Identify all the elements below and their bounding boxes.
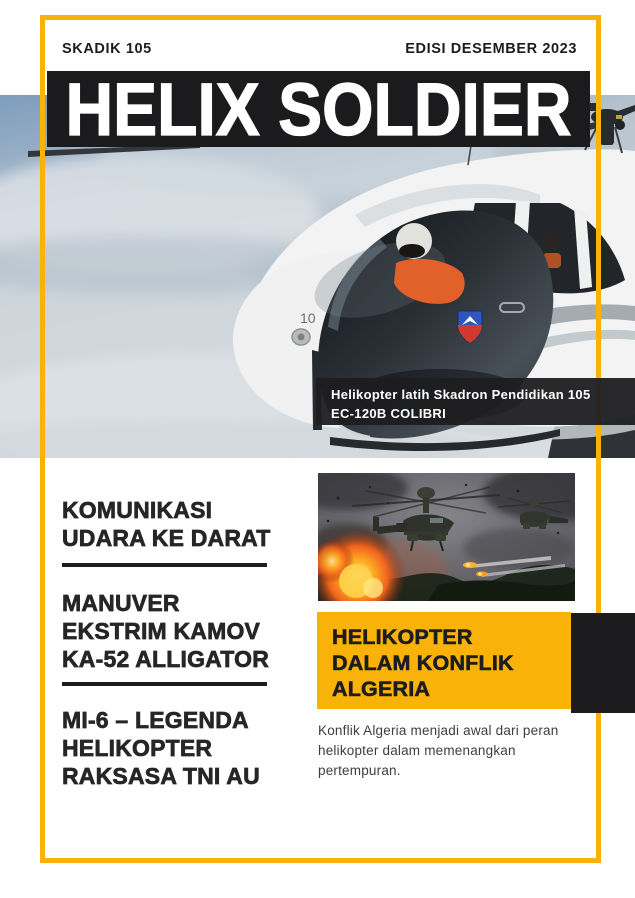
title-banner: [47, 71, 590, 147]
feature-title-box: [317, 612, 571, 709]
headline-komunikasi: [62, 496, 292, 552]
frame-right: [596, 15, 601, 863]
masthead-kicker-row: [62, 41, 577, 57]
headline-line: HELIKOPTER: [62, 735, 213, 761]
headline-divider-2: [62, 682, 267, 686]
frame-left: [40, 15, 45, 863]
caption-line-2: EC-120B COLIBRI: [331, 406, 447, 421]
frame-top: [40, 15, 601, 20]
feature-title-line: HELIKOPTER: [332, 625, 473, 649]
edition-label: EDISI DESEMBER 2023: [405, 41, 577, 57]
frame-bottom: [40, 858, 601, 863]
headline-line: KOMUNIKASI: [62, 497, 213, 523]
feature-title-line: DALAM KONFLIK: [332, 651, 514, 675]
feature-title-line: ALGERIA: [332, 677, 431, 701]
feature-offset-square: [571, 613, 635, 713]
headline-line: MANUVER: [62, 590, 180, 616]
headline-line: KA-52 ALLIGATOR: [62, 646, 270, 672]
headline-kamov: [62, 589, 292, 673]
feature-photo-apache: [318, 473, 575, 601]
headline-line: RAKSASA TNI AU: [62, 763, 260, 789]
headline-divider-1: [62, 563, 267, 567]
feature-body-text: Konflik Algeria menjadi awal dari peran helikopter dalam memenangkan pertempuran.: [318, 723, 559, 778]
headline-line: EKSTRIM KAMOV: [62, 618, 261, 644]
photo-caption: [316, 378, 635, 425]
headline-line: MI-6 – LEGENDA: [62, 707, 249, 733]
caption-line-1: Helikopter latih Skadron Pendidikan 105: [331, 387, 591, 402]
headline-line: UDARA KE DARAT: [62, 525, 271, 551]
publisher-label: SKADIK 105: [62, 41, 152, 57]
headline-mi6: [62, 706, 292, 790]
nose-marking: 10: [300, 310, 316, 326]
copilot-helmet: [542, 233, 560, 251]
magazine-title: HELIX SOLDIER: [65, 71, 572, 147]
